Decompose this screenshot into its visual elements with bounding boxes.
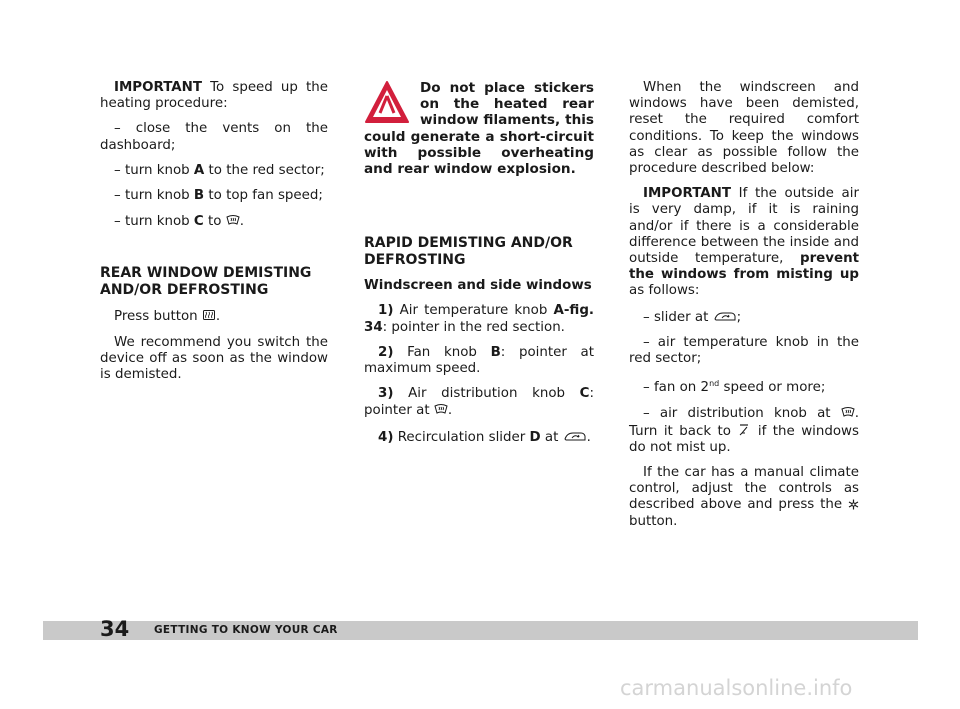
warning-text: Do not place stickers on the heated rear window filaments, this could generate a short-circuit with possible overheating and rear window explosion. bbox=[364, 80, 594, 178]
important-label: IMPORTANT bbox=[643, 186, 732, 202]
recirculation-icon bbox=[563, 429, 587, 443]
step-item bbox=[364, 303, 594, 335]
press-instruction: Press button . bbox=[114, 309, 221, 325]
watermark: carmanualsonline.info bbox=[620, 676, 853, 700]
step-text: Recirculation slider bbox=[393, 429, 530, 445]
intro-paragraph: When the windscreen and windows have been demisted, reset the required comfort conditions. To keep the windows as clear as possible follow the procedure described below: bbox=[629, 80, 859, 177]
recirculation-icon bbox=[713, 309, 737, 323]
step-item: 4) Recirculation slider D at . bbox=[378, 429, 591, 445]
step-number: 4) bbox=[378, 429, 394, 445]
climate-text: If the car has a manual climate control, adjust the controls as described above and press the bbox=[629, 465, 859, 513]
windscreen-demist-icon bbox=[841, 405, 855, 419]
step-item bbox=[629, 405, 859, 456]
climate-text: button. bbox=[629, 513, 678, 529]
step-item: – turn knob C to . bbox=[114, 214, 244, 230]
climate-paragraph bbox=[629, 465, 859, 530]
recommend-paragraph: We recommend you switch the device off as soon as the window is demisted. bbox=[100, 334, 328, 383]
important-paragraph bbox=[100, 80, 328, 112]
step-text: at bbox=[540, 429, 563, 445]
step-text: to the red sector; bbox=[204, 162, 325, 178]
step-number: 2) bbox=[378, 344, 394, 360]
step-text: speed or more; bbox=[719, 380, 826, 396]
step-text: – turn knob bbox=[114, 188, 194, 204]
step-number: 1) bbox=[378, 303, 394, 319]
important-bold: prevent the windows from misting up bbox=[629, 251, 859, 283]
step-text: to top fan speed; bbox=[204, 188, 323, 204]
press-text: Press button bbox=[114, 309, 202, 325]
step-text: : pointer in the red section. bbox=[382, 319, 565, 335]
column-middle bbox=[364, 80, 594, 455]
column-left bbox=[100, 80, 328, 392]
step-text: Fan knob bbox=[393, 344, 491, 360]
step-text: : pointer at maximum speed. bbox=[364, 344, 594, 377]
section-heading: RAPID DEMISTING AND/OR DEFROSTING bbox=[364, 235, 573, 269]
important-label: IMPORTANT bbox=[114, 80, 203, 95]
step-number: 3) bbox=[378, 386, 394, 402]
step-text: : pointer at bbox=[364, 386, 594, 419]
subheading: Windscreen and side windows bbox=[364, 278, 592, 294]
knob-label: B bbox=[490, 344, 501, 360]
step-text: if the windows do not mist up. bbox=[629, 423, 859, 455]
step-item bbox=[364, 345, 594, 377]
slider-label: D bbox=[529, 429, 541, 445]
step-text: to bbox=[203, 214, 226, 230]
column-right bbox=[629, 80, 859, 539]
important-text: To speed up the heating procedure: bbox=[100, 80, 328, 112]
step-item: – close the vents on the dashboard; bbox=[100, 121, 328, 153]
important-text: If the outside air is very damp, if it is raining and/or if there is a considerable difference between the inside and outside temperature, bbox=[629, 186, 859, 267]
page-number: 34 bbox=[100, 617, 130, 641]
section-heading: REAR WINDOW DEMISTING AND/OR DEFROSTING bbox=[100, 265, 312, 299]
step-text: – turn knob bbox=[114, 214, 194, 230]
step-text: Air temperature knob bbox=[393, 303, 554, 319]
section-title: GETTING TO KNOW YOUR CAR bbox=[154, 624, 338, 636]
windscreen-demist-icon bbox=[434, 402, 448, 416]
step-text: – turn knob bbox=[114, 162, 194, 178]
step-item bbox=[100, 163, 328, 179]
rear-window-demist-icon bbox=[202, 308, 216, 322]
warning-triangle-icon bbox=[364, 80, 410, 124]
step-text: Air distribution knob bbox=[393, 386, 580, 402]
ordinal-suffix: nd bbox=[709, 379, 720, 389]
windscreen-demist-icon bbox=[226, 213, 240, 227]
knob-label: B bbox=[193, 188, 205, 204]
knob-label: C bbox=[193, 214, 204, 230]
spacer bbox=[100, 239, 328, 265]
spacer bbox=[364, 177, 594, 219]
feet-windscreen-icon bbox=[737, 423, 751, 437]
step-item bbox=[629, 376, 859, 396]
figure-ref: A-fig. 34 bbox=[364, 303, 594, 335]
knob-label: C bbox=[579, 386, 590, 402]
step-item bbox=[100, 188, 328, 204]
knob-label: A bbox=[193, 162, 205, 178]
fan-icon bbox=[848, 499, 859, 510]
step-text: . Turn it back to bbox=[629, 406, 859, 439]
important-text: as follows: bbox=[629, 283, 700, 299]
important-paragraph bbox=[629, 186, 859, 299]
warning-box bbox=[364, 80, 594, 177]
step-text: – air distribution knob at bbox=[643, 406, 841, 422]
step-item: 3) Air distribution knob C: pointer at . bbox=[364, 386, 594, 419]
step-item: – slider at ; bbox=[643, 309, 742, 325]
step-item: – air temperature knob in the red sector; bbox=[629, 334, 859, 367]
step-text: – slider at bbox=[643, 309, 713, 325]
step-text: – fan on 2 bbox=[643, 380, 710, 396]
